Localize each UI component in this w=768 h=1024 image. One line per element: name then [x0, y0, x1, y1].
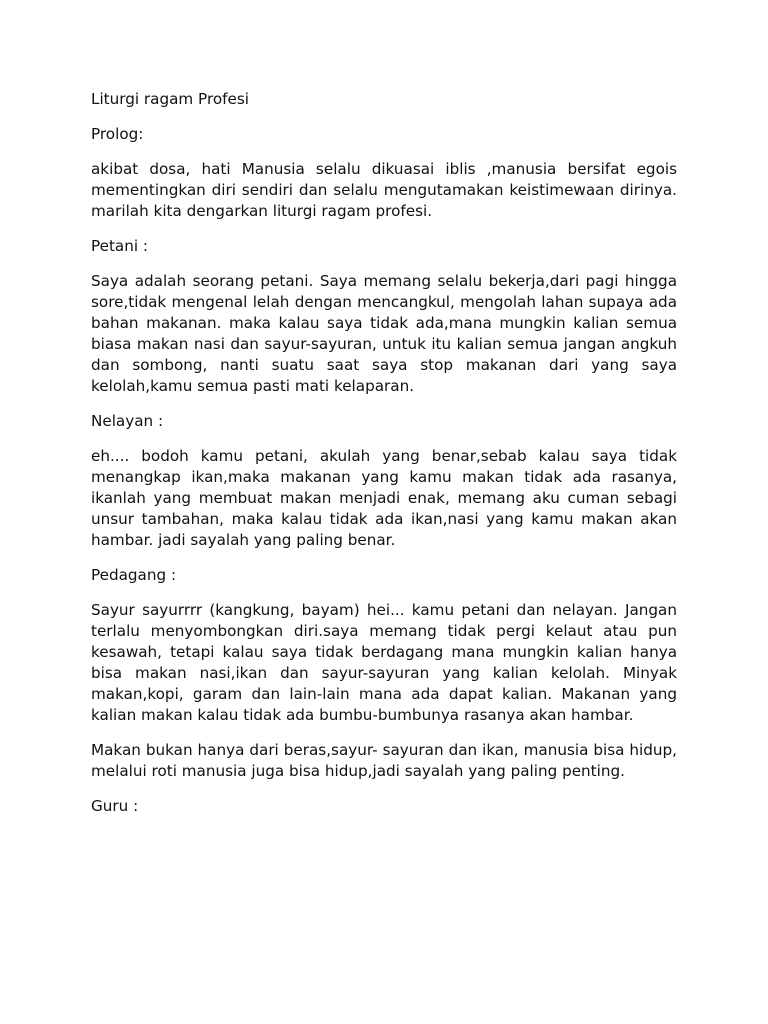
petani-heading: Petani :	[91, 237, 149, 255]
prolog-heading: Prolog:	[91, 125, 144, 143]
petani-paragraph: Saya adalah seorang petani. Saya memang selalu bekerja,dari pagi hingga sore,tidak mengenal lelah dengan mencangkul, mengolah lahan supaya ada bahan makanan. maka kalau saya tidak ada,mana mungkin kalian semua biasa makan nasi dan sayur-sayuran, untuk itu kalian semua jangan angkuh dan sombong, nanti suatu saat saya stop makanan dari yang saya kelolah,kamu semua pasti mati kelaparan.	[91, 272, 677, 395]
document-body	[91, 89, 677, 831]
document-title: Liturgi ragam Profesi	[91, 90, 249, 108]
prolog-paragraph: akibat dosa, hati Manusia selalu dikuasai iblis ,manusia bersifat egois mementingkan diri sendiri dan selalu mengutamakan keistimewaan dirinya. marilah kita dengarkan liturgi ragam profesi.	[91, 160, 677, 220]
pedagang-paragraph-1: Sayur sayurrrr (kangkung, bayam) hei... kamu petani dan nelayan. Jangan terlalu menyombongkan diri.saya memang tidak pergi kelaut atau pun kesawah, tetapi kalau saya tidak berdagang mana mungkin kalian hanya bisa makan nasi,ikan dan sayur-sayuran yang kalian kelolah. Minyak makan,kopi, garam dan lain-lain mana ada dapat kalian. Makanan yang kalian makan kalau tidak ada bumbu-bumbunya rasanya akan hambar.	[91, 601, 677, 724]
pedagang-heading: Pedagang :	[91, 566, 177, 584]
guru-heading: Guru :	[91, 797, 139, 815]
pedagang-paragraph-2: Makan bukan hanya dari beras,sayur- sayuran dan ikan, manusia bisa hidup, melalui roti manusia juga bisa hidup,jadi sayalah yang paling penting.	[91, 741, 677, 780]
nelayan-paragraph: eh.... bodoh kamu petani, akulah yang benar,sebab kalau saya tidak menangkap ikan,maka makanan yang kamu makan tidak ada rasanya, ikanlah yang membuat makan menjadi enak, memang aku cuman sebagi unsur tambahan, maka kalau tidak ada ikan,nasi yang kamu makan akan hambar. jadi sayalah yang paling benar.	[91, 447, 677, 549]
nelayan-heading: Nelayan :	[91, 412, 164, 430]
